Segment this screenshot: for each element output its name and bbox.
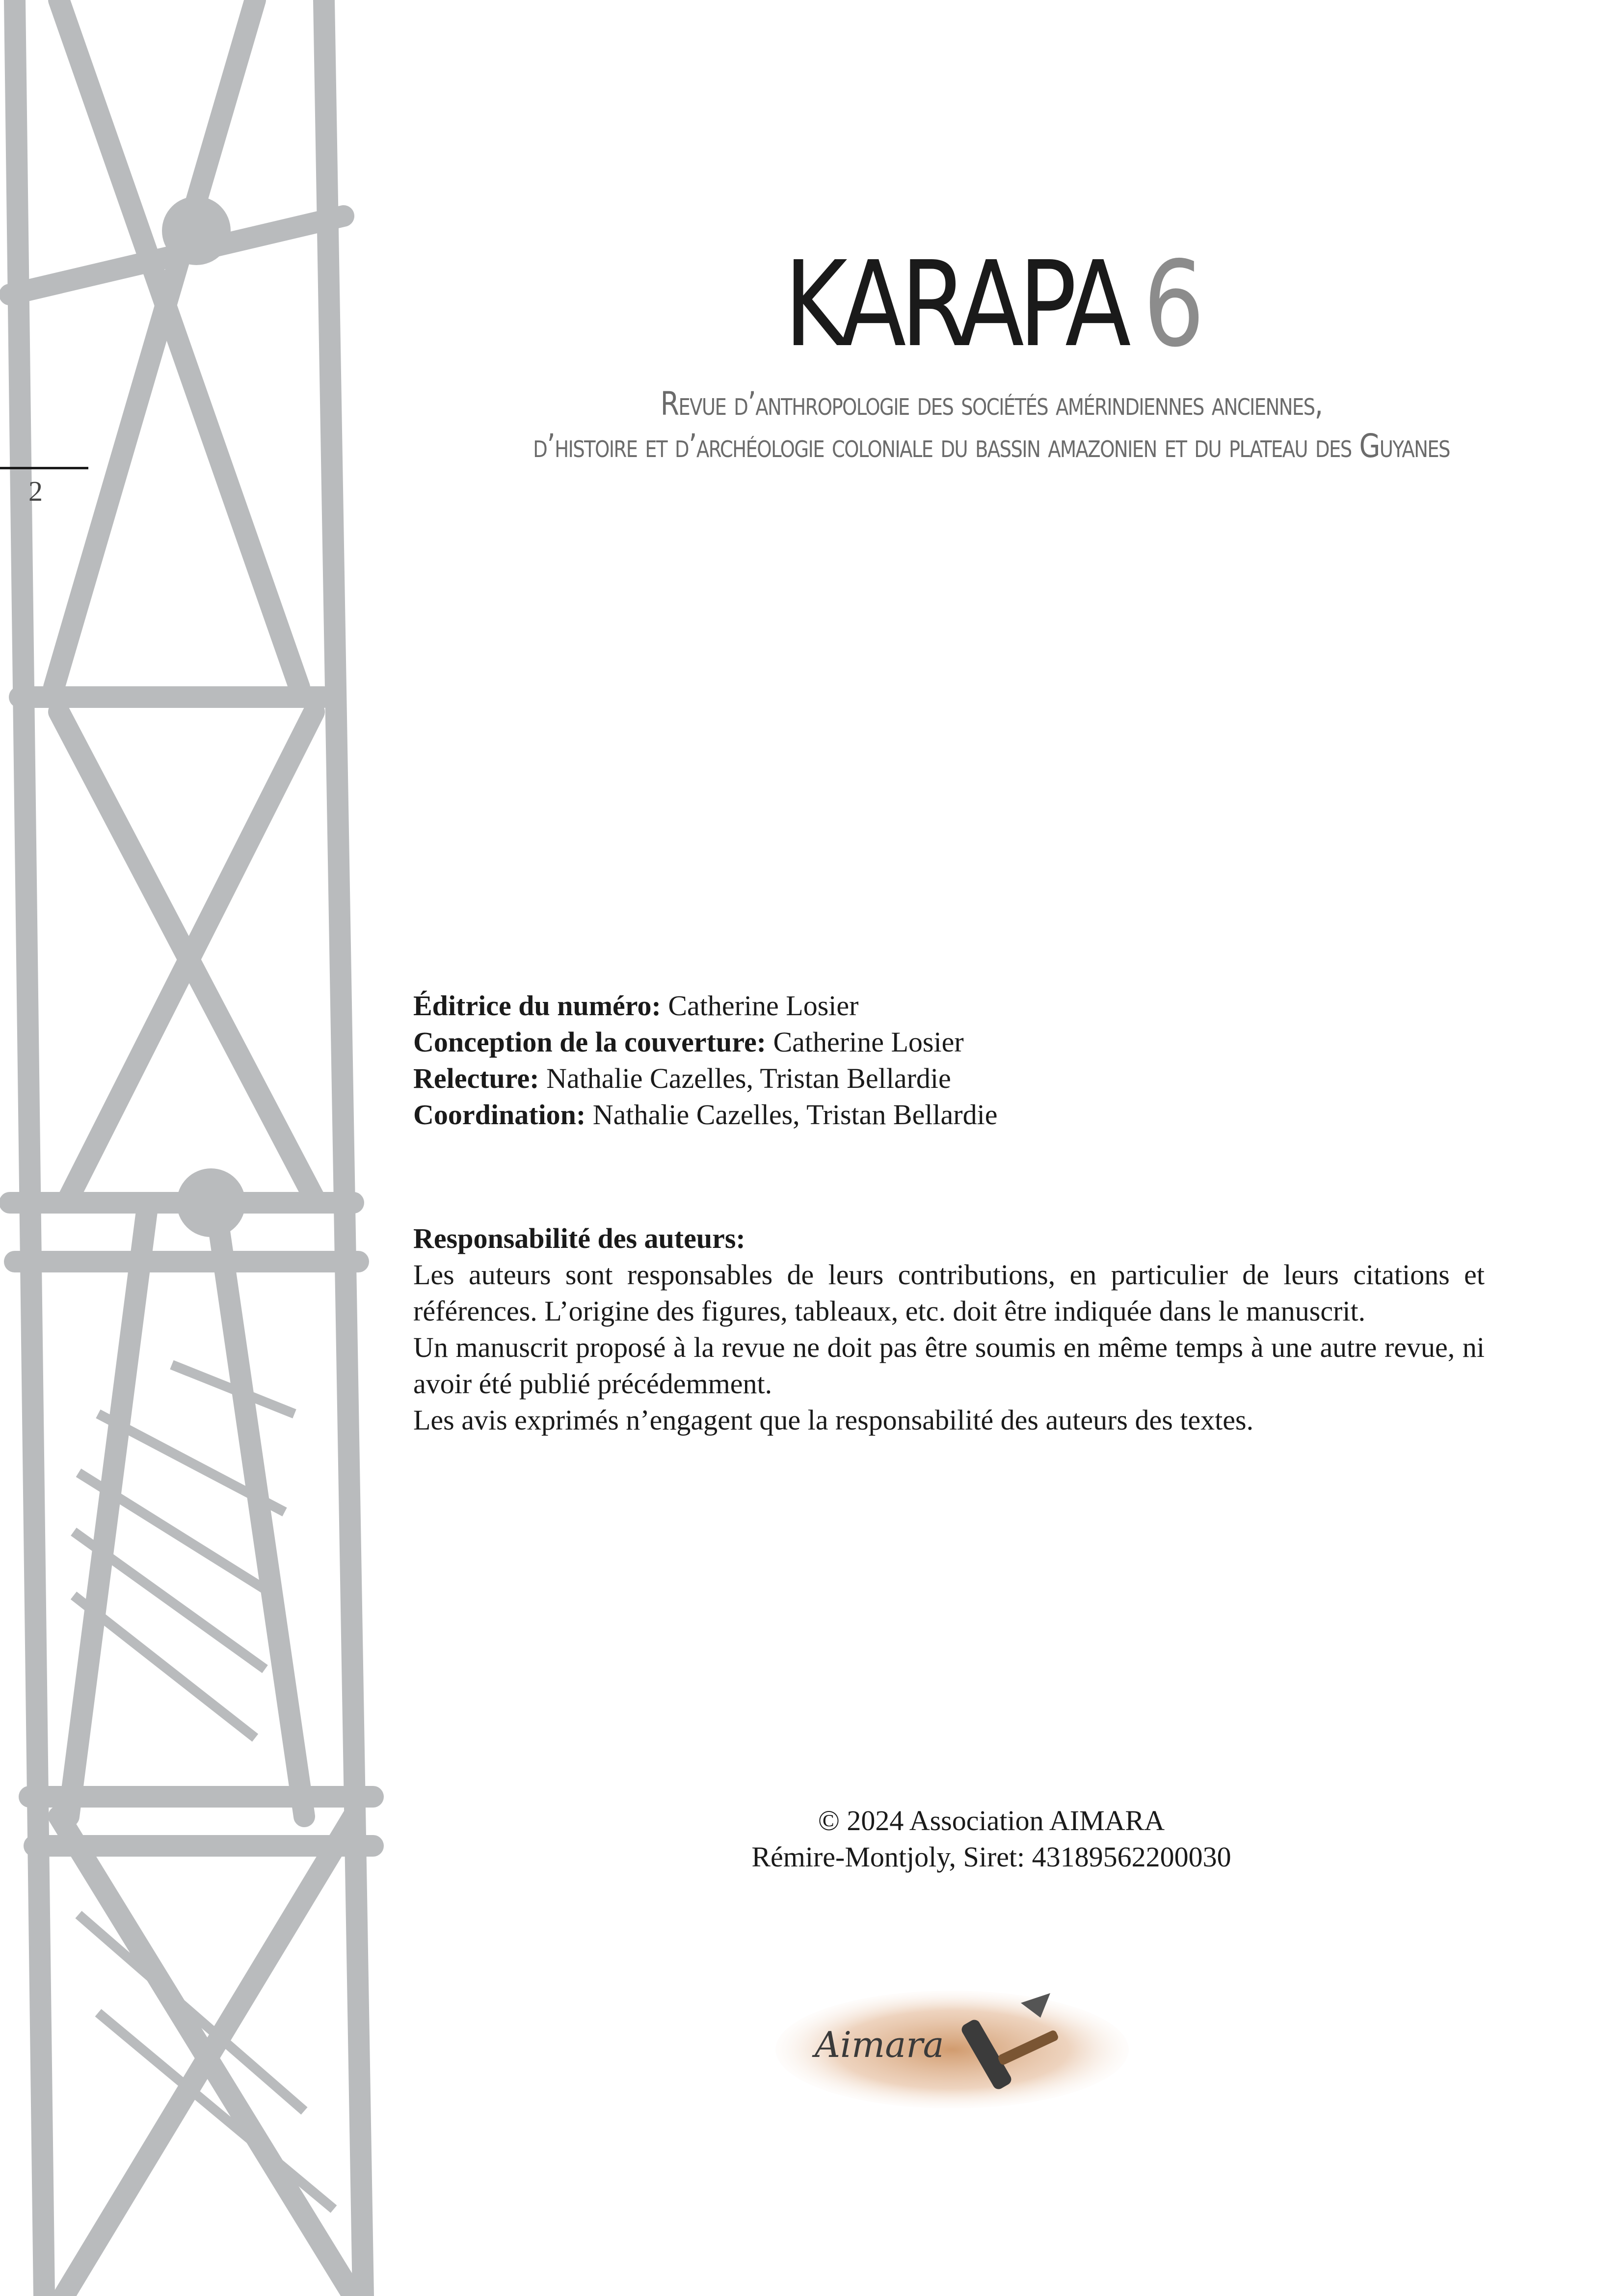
credit-label: Conception de la couverture: — [413, 1026, 766, 1058]
subtitle-line-2: d’histoire et d’archéologie coloniale du bassin amazonien et du plateau des Guyanes — [533, 427, 1450, 465]
credit-label: Coordination: — [413, 1099, 586, 1131]
authors-responsibility — [413, 1220, 1485, 1438]
responsibility-paragraph: Un manuscrit proposé à la revue ne doit pas être soumis en même temps à une autre revue, ni avoir été publié précédemment. — [413, 1331, 1485, 1400]
issue-number: 6 — [1143, 236, 1199, 373]
subtitle-line-1: Revue d’anthropologie des sociétés amérindiennes anciennes, — [660, 385, 1323, 423]
aimara-logo — [766, 1983, 1129, 2116]
credit-row-proofreading — [413, 1060, 1493, 1097]
journal-name: KARAPA — [784, 236, 1125, 373]
journal-title — [784, 236, 1199, 373]
credit-value: Nathalie Cazelles, Tristan Bellardie — [585, 1099, 998, 1131]
responsibility-paragraph: Les auteurs sont responsables de leurs contributions, en particulier de leurs citations et références. L’origine des figures, tableaux, etc. doit être indiquée dans le manuscrit. — [413, 1259, 1485, 1327]
copyright — [402, 1803, 1580, 1875]
credit-value: Catherine Losier — [766, 1026, 964, 1058]
logo-text: Aimara — [815, 2024, 944, 2065]
copyright-line: © 2024 Association AIMARA — [818, 1805, 1165, 1837]
credit-row-coordination — [413, 1097, 1493, 1133]
address-line: Rémire-Montjoly, Siret: 43189562200030 — [751, 1841, 1231, 1873]
credit-row-editor — [413, 988, 1493, 1024]
responsibility-heading: Responsabilité des auteurs: — [413, 1222, 745, 1254]
credit-value: Nathalie Cazelles, Tristan Bellardie — [539, 1062, 951, 1094]
page-number: 2 — [28, 475, 43, 507]
page-number-rule — [0, 467, 88, 469]
title-block — [402, 236, 1580, 467]
decorative-pattern — [0, 0, 402, 2296]
credit-label: Éditrice du numéro: — [413, 990, 661, 1022]
credit-row-cover — [413, 1024, 1493, 1060]
credit-value: Catherine Losier — [661, 990, 859, 1022]
responsibility-paragraph: Les avis exprimés n’engagent que la responsabilité des auteurs des textes. — [413, 1404, 1254, 1436]
credits — [413, 988, 1493, 1133]
credit-label: Relecture: — [413, 1062, 539, 1094]
